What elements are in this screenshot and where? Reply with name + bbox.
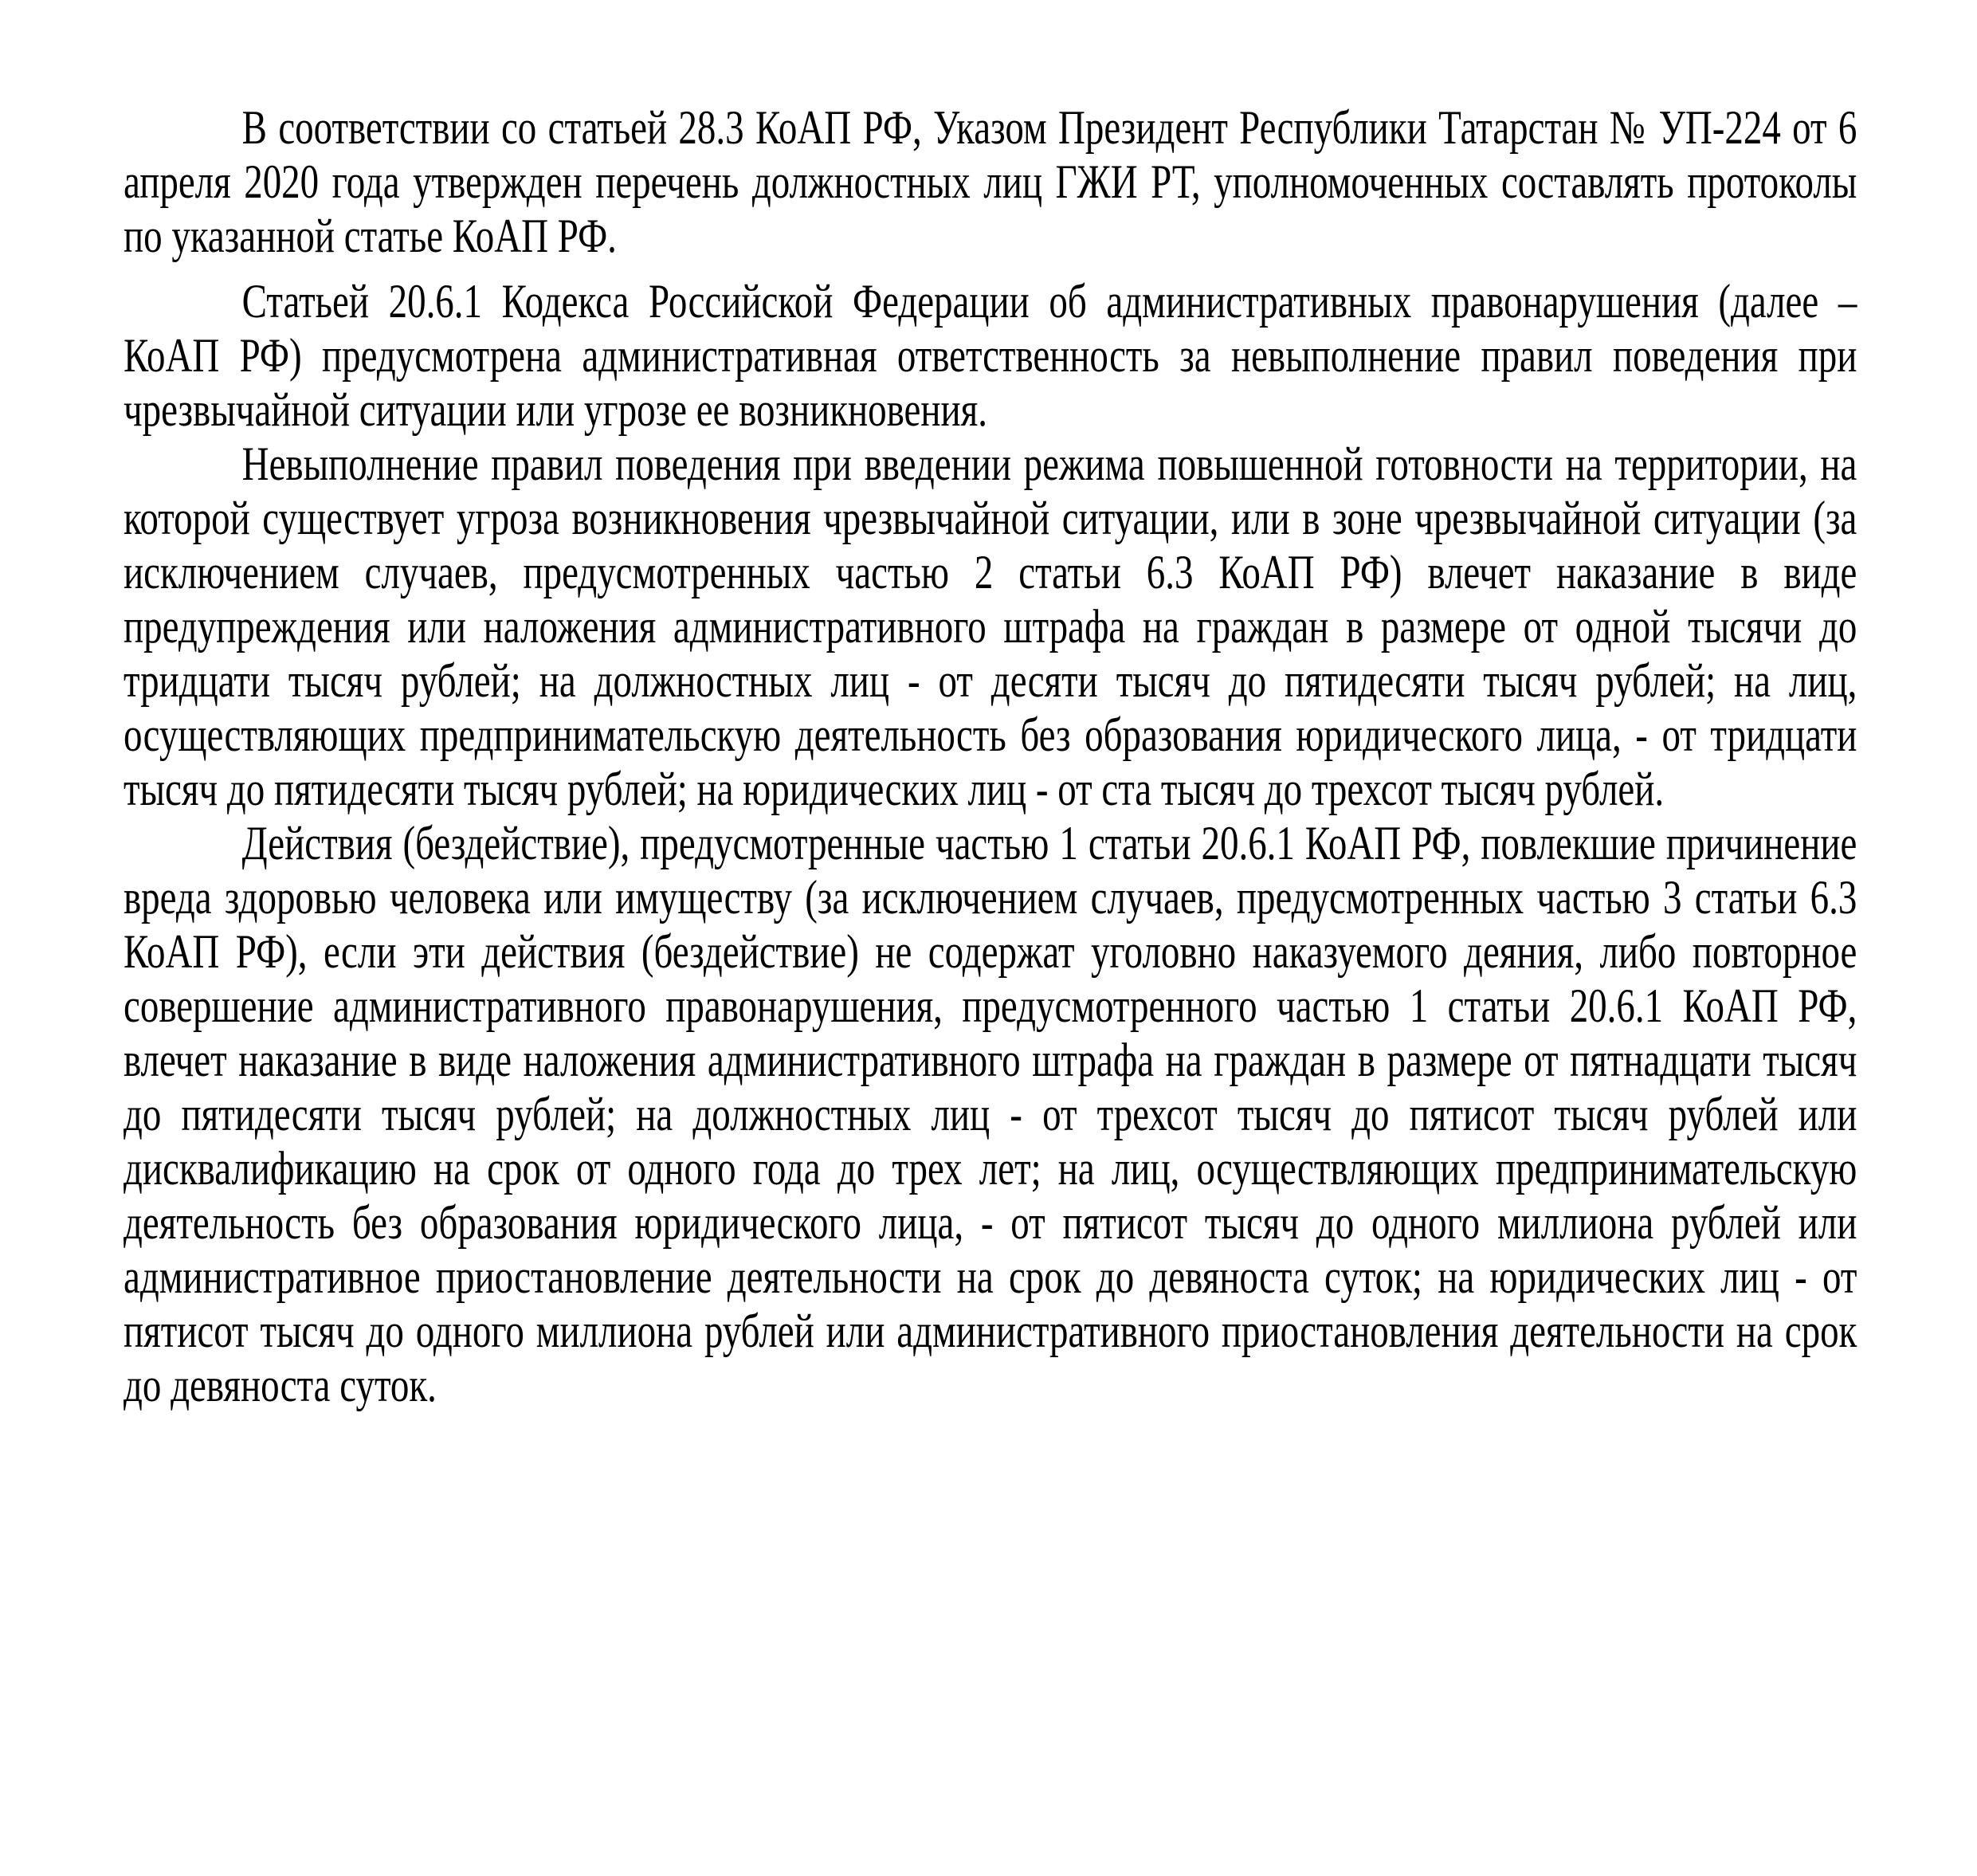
paragraph-part-2-penalties: Действия (бездействие), предусмотренные частью 1 статьи 20.6.1 КоАП РФ, повлекшие причинение вреда здоровью человека или имуществу (за исключением случаев, предусмотренных частью 3 статьи 6.3 КоАП РФ), если эти действия (бездействие) не содержат уголовно наказуемого деяния, либо повторное совершение административного правонарушения, предусмотренного частью 1 статьи 20.6.1 КоАП РФ, влечет наказание в виде наложения административного штрафа на граждан в размере от пятнадцати тысяч до пятидесяти тысяч рублей; на должностных лиц - от трехсот тысяч до пятисот тысяч рублей или дисквалификацию на срок от одного года до трех лет; на лиц, осуществляющих предпринимательскую деятельность без образования юридического лица, - от пятисот тысяч до одного миллиона рублей или административное приостановление деятельности на срок до девяноста суток; на юридических лиц - от пятисот тысяч до одного миллиона рублей или административного приостановления деятельности на срок до девяноста суток. [124, 817, 1857, 1411]
paragraph-part-1-penalties: Невыполнение правил поведения при введении режима повышенной готовности на территории, на которой существует угроза возникновения чрезвычайной ситуации, или в зоне чрезвычайной ситуации (за исключением случаев, предусмотренных частью 2 статьи 6.3 КоАП РФ) влечет наказание в виде предупреждения или наложения административного штрафа на граждан в размере от одной тысячи до тридцати тысяч рублей; на должностных лиц - от десяти тысяч до пятидесяти тысяч рублей; на лиц, осуществляющих предпринимательскую деятельность без образования юридического лица, - от тридцати тысяч до пятидесяти тысяч рублей; на юридических лиц - от ста тысяч до трехсот тысяч рублей. [124, 438, 1857, 815]
paragraph-article-28-3: В соответствии со статьей 28.3 КоАП РФ, Указом Президент Республики Татарстан № УП-224 от 6 апреля 2020 года утвержден перечень должностных лиц ГЖИ РТ, уполномоченных составлять протоколы по указанной статье КоАП РФ. [124, 101, 1857, 262]
document-body [124, 100, 1857, 1412]
paragraph-article-20-6-1-intro: Статьей 20.6.1 Кодекса Российской Федерации об административных правонарушения (далее – КоАП РФ) предусмотрена административная ответственность за невыполнение правил поведения при чрезвычайной ситуации или угрозе ее возникновения. [124, 275, 1857, 436]
